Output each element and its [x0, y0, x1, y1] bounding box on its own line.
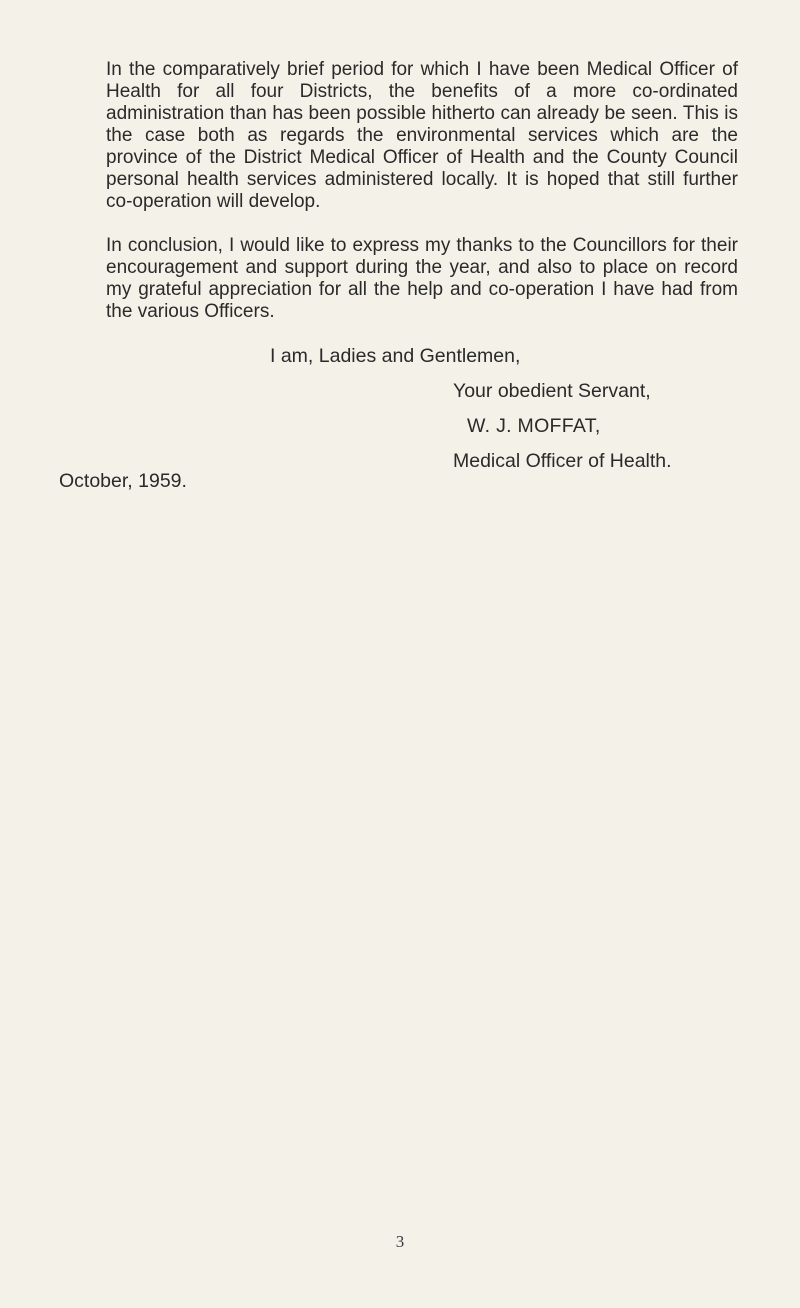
- signatory-title: Medical Officer of Health.: [453, 450, 672, 472]
- salutation-line: I am, Ladies and Gentlemen,: [270, 345, 521, 367]
- page-number: 3: [395, 1232, 405, 1251]
- body-paragraph-2: In conclusion, I would like to express my thanks to the Councillors for their encouragement and support during the year, and also to place on record my grateful appreciation for all the help and co-operation I have had from the various Officers.: [106, 235, 738, 322]
- body-paragraph-1: In the comparatively brief period for which I have been Medical Officer of Health for all four Districts, the benefits of a more co-ordinated administration than has been possible hitherto can already be seen. This is the case both as regards the environmental services which are the province of the District Medical Officer of Health and the County Council personal health services administered locally. It is hoped that still further co-operation will develop.: [106, 59, 738, 212]
- closing-line: Your obedient Servant,: [453, 380, 651, 402]
- signatory-name: W. J. MOFFAT,: [467, 415, 601, 437]
- letter-date: October, 1959.: [59, 470, 187, 492]
